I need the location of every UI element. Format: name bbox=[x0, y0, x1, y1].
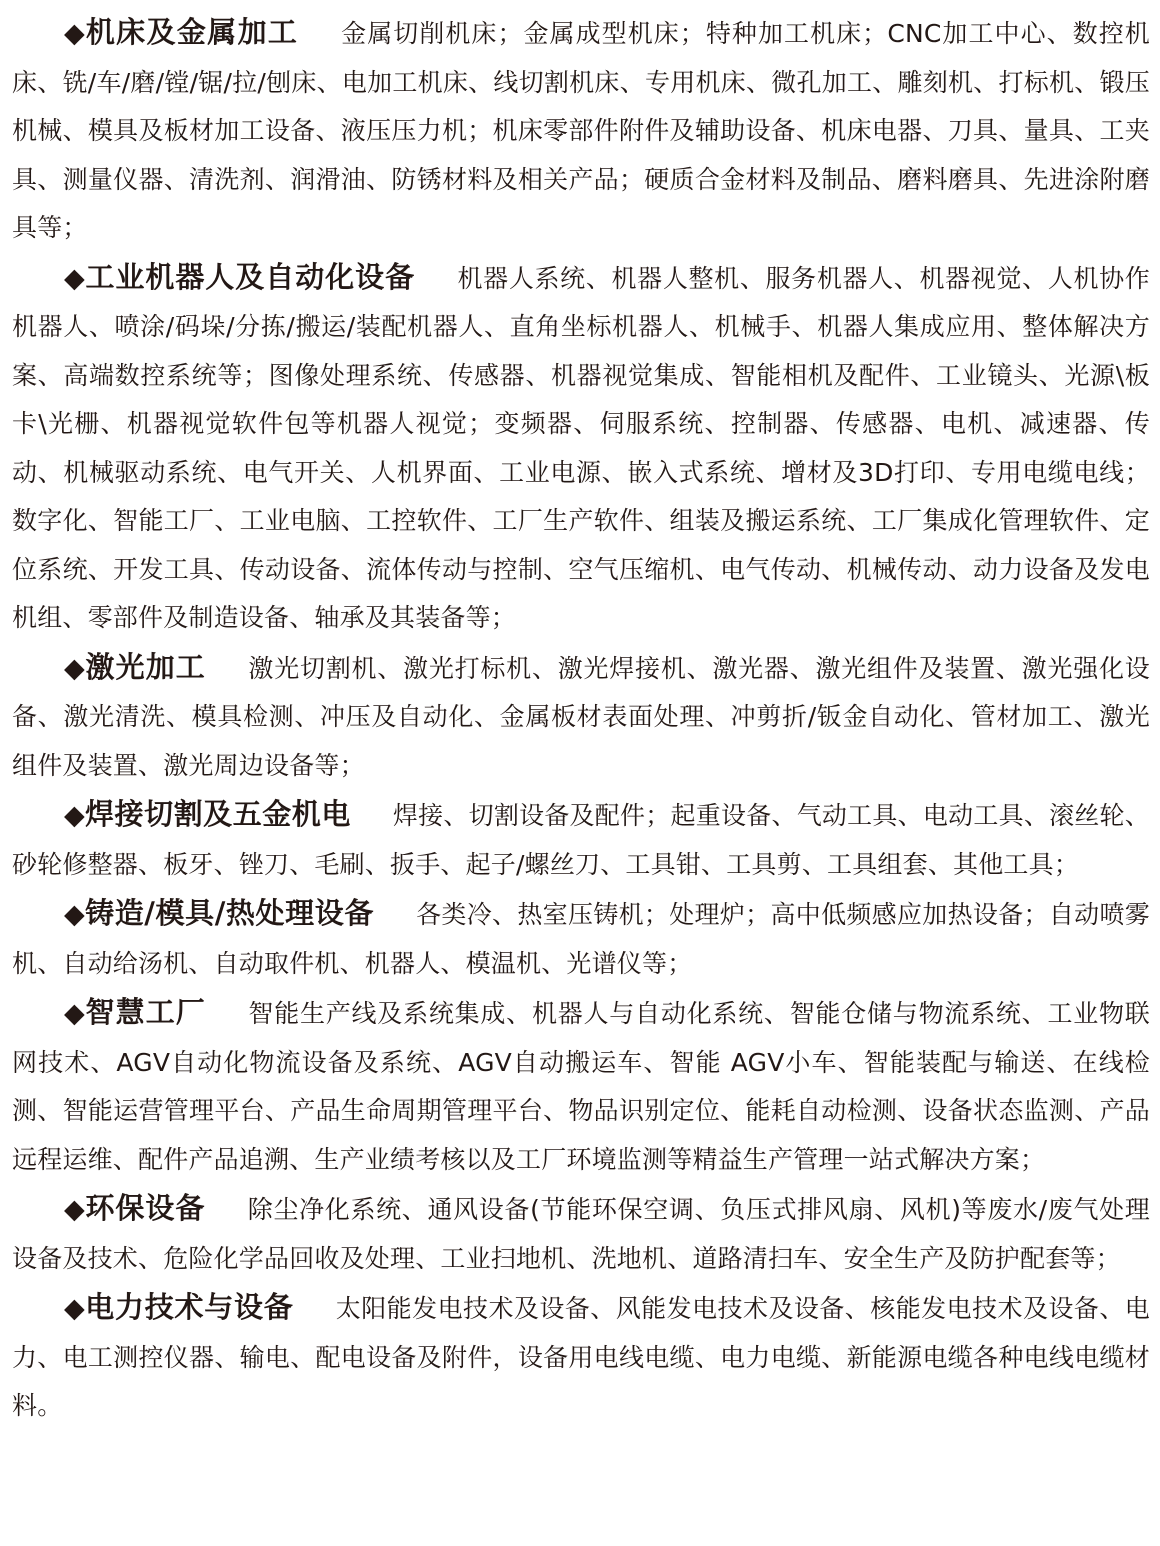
section-environmental bbox=[12, 1184, 1150, 1283]
section-machine-tools bbox=[12, 8, 1150, 253]
section-heading: 工业机器人及自动化设备 bbox=[85, 259, 416, 294]
diamond-bullet-icon: ◆ bbox=[64, 1293, 86, 1324]
section-text: 焊接、切割设备及配件；起重设备、气动工具、电动工具、滚丝轮、砂轮修整器、板牙、锉刀、毛刷、扳手、起子/螺丝刀、工具钳、工具剪、工具组套、其他工具； bbox=[12, 801, 1150, 879]
diamond-bullet-icon: ◆ bbox=[64, 899, 86, 930]
section-text: 智能生产线及系统集成、机器人与自动化系统、智能仓储与物流系统、工业物联网技术、AGV自动化物流设备及系统、AGV自动搬运车、智能 AGV小车、智能装配与输送、在线检测、智能运营管理平台、产品生命周期管理平台、物品识别定位、能耗自动检测、设备状态监测、产品远程运维、配件产品追溯、生产业绩考核以及工厂环境监测等精益生产管理一站式解决方案； bbox=[12, 999, 1150, 1174]
section-heading: 电力技术与设备 bbox=[85, 1290, 294, 1324]
section-power-equipment bbox=[12, 1283, 1150, 1431]
section-heading: 焊接切割及五金机电 bbox=[85, 797, 351, 831]
section-text: 除尘净化系统、通风设备(节能环保空调、负压式排风扇、风机)等废水/废气处理设备及技术、危险化学品回收及处理、工业扫地机、洗地机、道路清扫车、安全生产及防护配套等； bbox=[12, 1195, 1150, 1273]
section-industrial-robots bbox=[12, 253, 1150, 643]
section-welding-hardware bbox=[12, 790, 1150, 889]
diamond-bullet-icon: ◆ bbox=[64, 1194, 86, 1225]
section-text: 各类冷、热室压铸机；处理炉；高中低频感应加热设备；自动喷雾机、自动给汤机、自动取件机、机器人、模温机、光谱仪等； bbox=[12, 900, 1150, 978]
section-text: 金属切削机床；金属成型机床；特种加工机床；CNC加工中心、数控机床、铣/车/磨/镗/锯/拉/刨床、电加工机床、线切割机床、专用机床、微孔加工、雕刻机、打标机、锻压机械、模具及板材加工设备、液压压力机；机床零部件附件及辅助设备、机床电器、刀具、量具、工夹具、测量仪器、清洗剂、润滑油、防锈材料及相关产品；硬质合金材料及制品、磨料磨具、先进涂附磨具等； bbox=[12, 19, 1150, 242]
section-text: 太阳能发电技术及设备、风能发电技术及设备、核能发电技术及设备、电力、电工测控仪器、输电、配电设备及附件，设备用电线电缆、电力电缆、新能源电缆各种电线电缆材料。 bbox=[12, 1294, 1150, 1420]
section-heading: 智慧工厂 bbox=[85, 995, 206, 1029]
diamond-bullet-icon: ◆ bbox=[64, 998, 86, 1029]
section-text: 激光切割机、激光打标机、激光焊接机、激光器、激光组件及装置、激光强化设备、激光清洗、模具检测、冲压及自动化、金属板材表面处理、冲剪折/钣金自动化、管材加工、激光组件及装置、激光周边设备等； bbox=[12, 653, 1150, 780]
section-casting-mold-heat bbox=[12, 889, 1150, 988]
diamond-bullet-icon: ◆ bbox=[64, 800, 86, 831]
diamond-bullet-icon: ◆ bbox=[64, 262, 86, 294]
section-heading: 铸造/模具/热处理设备 bbox=[85, 896, 374, 930]
section-heading: 环保设备 bbox=[85, 1191, 206, 1225]
section-text: 机器人系统、机器人整机、服务机器人、机器视觉、人机协作机器人、喷涂/码垛/分拣/搬运/装配机器人、直角坐标机器人、机械手、机器人集成应用、整体解决方案、高端数控系统等；图像处理系统、传感器、机器视觉集成、智能相机及配件、工业镜头、光源\板卡\光栅、机器视觉软件包等机器人视觉；变频器、伺服系统、控制器、传感器、电机、减速器、传动、机械驱动系统、电气开关、人机界面、工业电源、嵌入式系统、增材及3D打印、专用电缆电线；数字化、智能工厂、工业电脑、工控软件、工厂生产软件、组装及搬运系统、工厂集成化管理软件、定位系统、开发工具、传动设备、流体传动与控制、空气压缩机、电气传动、机械传动、动力设备及发电机组、零部件及制造设备、轴承及其装备等； bbox=[12, 263, 1150, 632]
section-heading: 机床及金属加工 bbox=[85, 15, 299, 49]
section-smart-factory bbox=[12, 988, 1150, 1184]
section-heading: 激光加工 bbox=[85, 649, 206, 684]
diamond-bullet-icon: ◆ bbox=[64, 18, 86, 49]
section-laser-processing bbox=[12, 643, 1150, 791]
diamond-bullet-icon: ◆ bbox=[64, 652, 86, 684]
